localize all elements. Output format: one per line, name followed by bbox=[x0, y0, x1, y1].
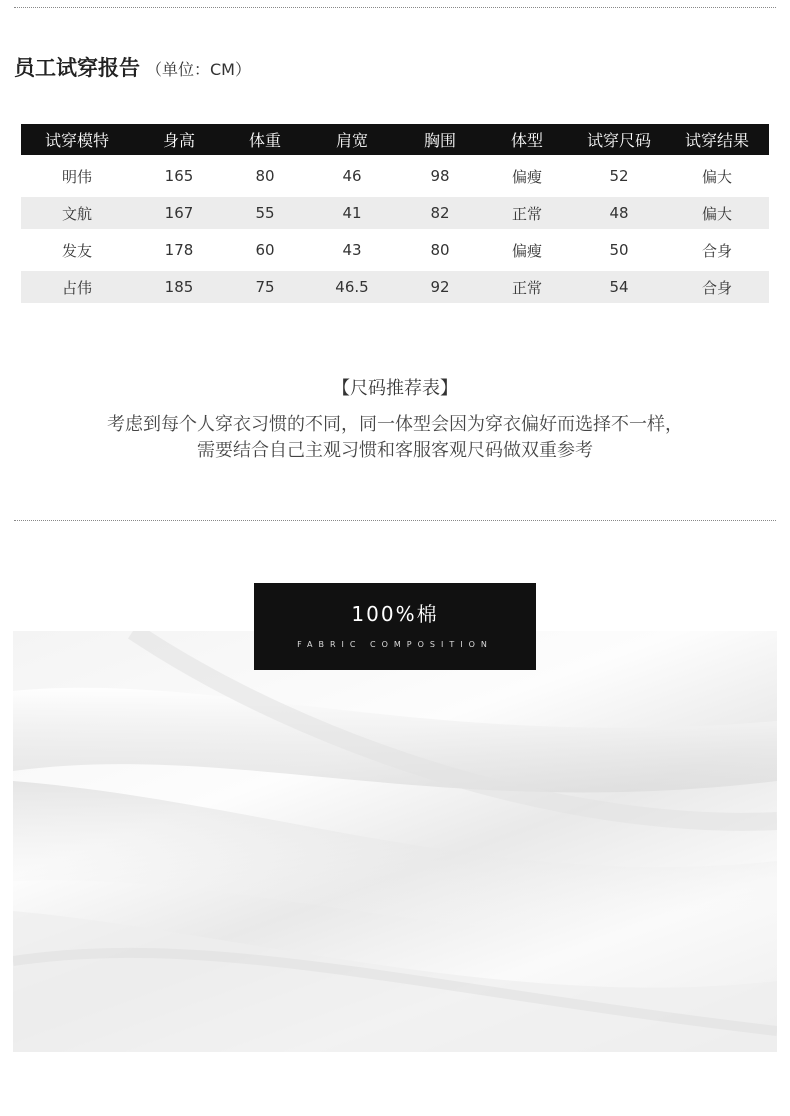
table-row bbox=[21, 155, 769, 197]
cell-chest: 82 bbox=[399, 197, 481, 229]
header-cell-body-type: 体型 bbox=[481, 124, 573, 155]
cell-shoulder: 43 bbox=[342, 241, 362, 259]
cell-weight: 55 bbox=[225, 197, 305, 229]
cell-body-type: 偏瘦 bbox=[511, 241, 542, 260]
fabric-subtitle: FABRIC COMPOSITION bbox=[297, 640, 493, 649]
fabric-fold-shading bbox=[13, 631, 777, 1052]
header-cell-chest: 胸围 bbox=[399, 124, 481, 155]
report-title: 员工试穿报告 bbox=[14, 56, 140, 80]
section-divider bbox=[14, 520, 776, 521]
cell-model: 占伟 bbox=[21, 271, 133, 303]
header-cell-model: 试穿模特 bbox=[21, 124, 133, 155]
top-divider bbox=[14, 7, 776, 8]
recommendation-text-line2: 需要结合自己主观习惯和客服客观尺码做双重参考 bbox=[197, 440, 593, 461]
cell-weight: 80 bbox=[255, 167, 275, 185]
cell-height: 165 bbox=[164, 167, 194, 185]
unit-label: （单位：CM） bbox=[146, 60, 251, 79]
table-row bbox=[21, 229, 769, 271]
header-cell-shoulder: 肩宽 bbox=[305, 124, 399, 155]
cell-model: 明伟 bbox=[61, 167, 92, 186]
cell-result: 合身 bbox=[665, 271, 769, 303]
header-cell-height: 身高 bbox=[133, 124, 225, 155]
cell-size: 52 bbox=[609, 167, 629, 185]
cell-shoulder: 46 bbox=[342, 167, 362, 185]
cell-height: 167 bbox=[133, 197, 225, 229]
cell-height: 185 bbox=[133, 271, 225, 303]
fabric-photo bbox=[13, 631, 777, 1052]
cell-height: 178 bbox=[164, 241, 194, 259]
header-cell-size: 试穿尺码 bbox=[573, 124, 665, 155]
cell-body-type: 正常 bbox=[481, 197, 573, 229]
cell-body-type: 正常 bbox=[481, 271, 573, 303]
size-recommendation-title: 【尺码推荐表】 bbox=[332, 378, 458, 399]
header-cell-weight: 体重 bbox=[225, 124, 305, 155]
table-row bbox=[21, 271, 769, 303]
cell-result: 偏大 bbox=[665, 197, 769, 229]
cell-weight: 75 bbox=[225, 271, 305, 303]
cell-result: 偏大 bbox=[701, 167, 732, 186]
cell-chest: 92 bbox=[399, 271, 481, 303]
table-row bbox=[21, 197, 769, 229]
cell-shoulder: 46.5 bbox=[305, 271, 399, 303]
cell-size: 50 bbox=[609, 241, 629, 259]
recommendation-text-line1: 考虑到每个人穿衣习惯的不同，同一体型会因为穿衣偏好而选择不一样， bbox=[107, 414, 683, 435]
cell-body-type: 偏瘦 bbox=[511, 167, 542, 186]
cell-chest: 98 bbox=[430, 167, 450, 185]
cell-size: 54 bbox=[573, 271, 665, 303]
cell-model: 文航 bbox=[21, 197, 133, 229]
fabric-title: 100%棉 bbox=[351, 602, 439, 626]
header-cell-result: 试穿结果 bbox=[665, 124, 769, 155]
cell-shoulder: 41 bbox=[305, 197, 399, 229]
fabric-composition-badge bbox=[254, 583, 536, 670]
table-header-row bbox=[21, 124, 769, 155]
cell-chest: 80 bbox=[430, 241, 450, 259]
report-heading bbox=[14, 52, 251, 82]
cell-result: 合身 bbox=[701, 241, 732, 260]
cell-model: 发友 bbox=[61, 241, 92, 260]
cell-size: 48 bbox=[573, 197, 665, 229]
cell-weight: 60 bbox=[255, 241, 275, 259]
trial-report-table bbox=[21, 124, 769, 303]
